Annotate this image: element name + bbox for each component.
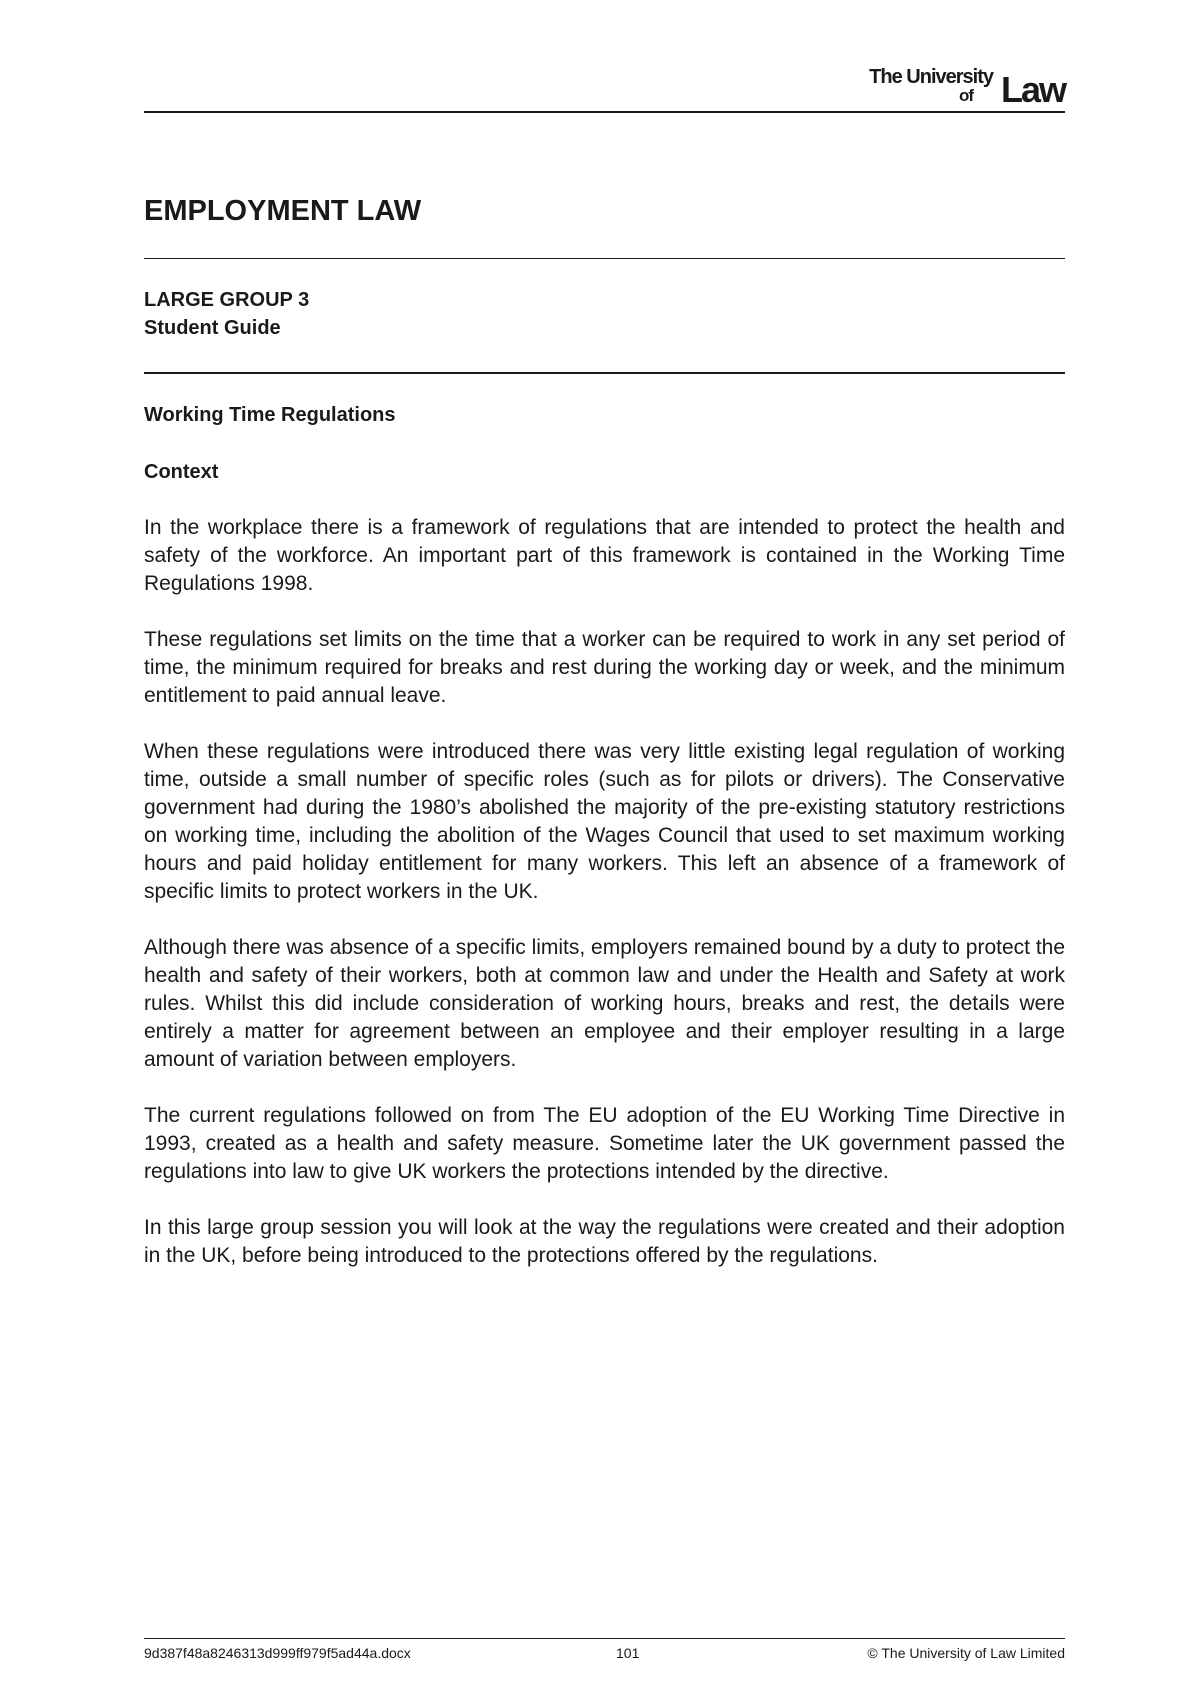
footer-filename: 9d387f48a8246313d999ff979f5ad44a.docx	[144, 1645, 411, 1661]
subsection-heading: Context	[144, 461, 219, 483]
paragraph: Although there was absence of a specific limits, employers remained bound by a duty to protect the health and safety of their workers, both at common law and under the Health and Safety at work rules. Whilst this did include consideration of working hours, breaks and rest, the details were entirely a matter for agreement between an employee and their employer resulting in a large amount of variation between employers.	[144, 936, 1066, 1071]
logo-line-1: The University	[869, 66, 993, 88]
group-label: LARGE GROUP 3	[144, 289, 310, 311]
footer-copyright: © The University of Law Limited	[867, 1645, 1065, 1661]
footer-page-number: 101	[616, 1645, 640, 1661]
body-content	[144, 514, 1065, 1298]
section-rule	[144, 372, 1065, 374]
paragraph: The current regulations followed on from The EU adoption of the EU Working Time Directive in 1993, created as a health and safety measure. Sometime later the UK government passed the regulations into law to give UK workers the protections intended by the directive.	[144, 1104, 1065, 1183]
logo-line-3: Law	[1000, 69, 1065, 110]
section-heading: Working Time Regulations	[144, 404, 396, 426]
university-logo	[825, 66, 1065, 110]
paragraph: These regulations set limits on the time that a worker can be required to work in any set period of time, the minimum required for breaks and rest during the working day or week, and the minimum entitlement to paid annual leave.	[144, 628, 1065, 707]
footer-rule	[144, 1638, 1065, 1639]
paragraph: In this large group session you will look at the way the regulations were created and their adoption in the UK, before being introduced to the protections offered by the regulations.	[144, 1216, 1065, 1267]
guide-label: Student Guide	[144, 317, 281, 339]
paragraph: When these regulations were introduced there was very little existing legal regulation of working time, outside a small number of specific roles (such as for pilots or drivers). The Conservative government had during the 1980’s abolished the majority of the pre-existing statutory restrictions on working time, including the abolition of the Wages Council that used to set maximum working hours and paid holiday entitlement for many workers. This left an absence of a framework of specific limits to protect workers in the UK.	[144, 740, 1065, 903]
header-rule	[144, 111, 1065, 113]
logo-line-2: of	[958, 86, 973, 105]
paragraph: In the workplace there is a framework of regulations that are intended to protect the health and safety of the workforce. An important part of this framework is contained in the Working Time Regulations 1998.	[144, 516, 1065, 595]
title-rule	[144, 258, 1065, 259]
document-title: EMPLOYMENT LAW	[144, 195, 422, 227]
